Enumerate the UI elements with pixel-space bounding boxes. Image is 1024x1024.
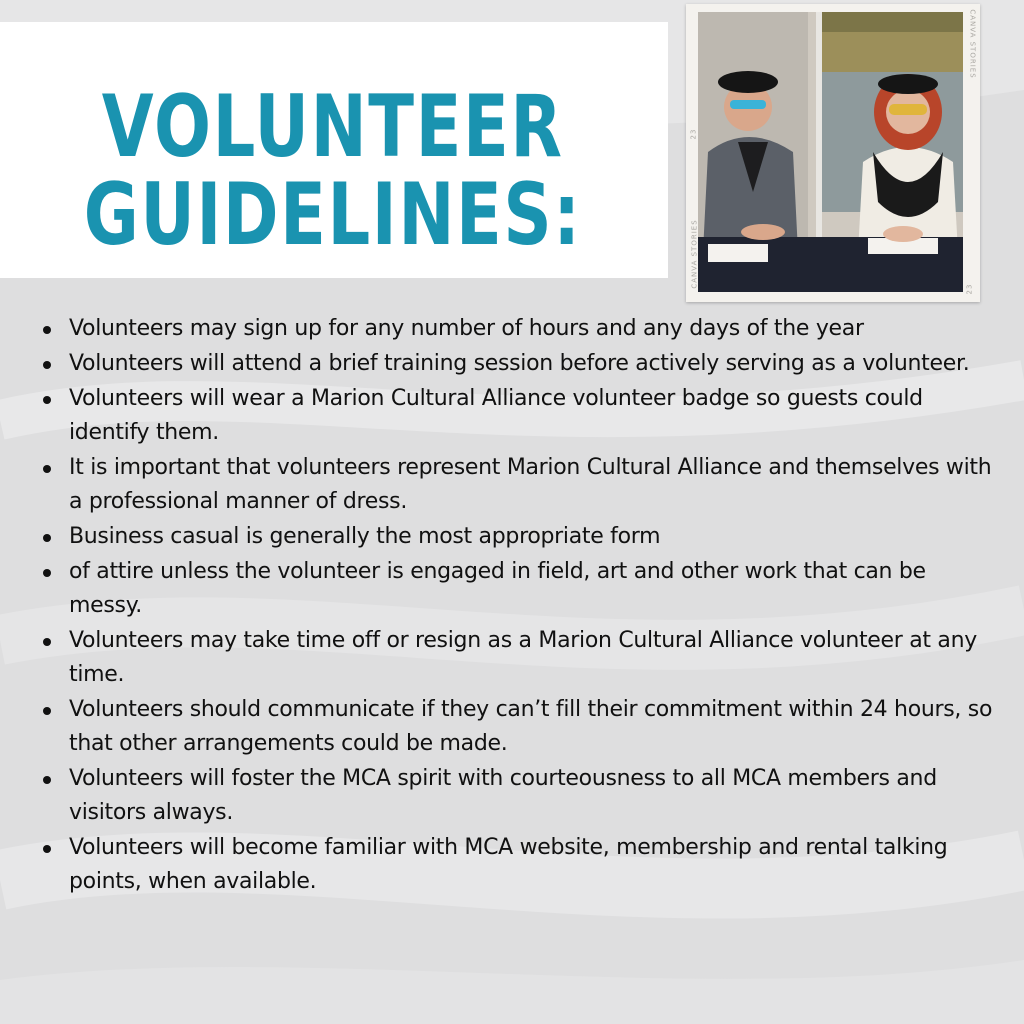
page-title-line-1: VOLUNTEER xyxy=(101,77,564,177)
list-item-text: of attire unless the volunteer is engaged in field, art and other work that can be messy. xyxy=(69,559,926,618)
bullet-icon xyxy=(43,845,51,853)
list-item xyxy=(40,312,1000,346)
bullet-icon xyxy=(43,534,51,542)
list-item-text: Volunteers may sign up for any number of hours and any days of the year xyxy=(69,316,864,341)
list-item xyxy=(40,347,1000,381)
list-item-text: Business casual is generally the most appropriate form xyxy=(69,524,661,549)
bullet-icon xyxy=(43,465,51,473)
bullet-icon xyxy=(43,638,51,646)
list-item-text: Volunteers will foster the MCA spirit with courteousness to all MCA members and visitors always. xyxy=(69,766,937,825)
list-item-text: Volunteers should communicate if they can’t fill their commitment within 24 hours, so that other arrangements could be made. xyxy=(69,697,993,756)
frame-mark-canva-right: CANVA STORIES xyxy=(968,9,977,79)
list-item-text: Volunteers will become familiar with MCA website, membership and rental talking points, when available. xyxy=(69,835,948,894)
guidelines-list xyxy=(40,312,1000,900)
bullet-icon xyxy=(43,326,51,334)
bullet-icon xyxy=(43,569,51,577)
bullet-icon xyxy=(43,361,51,369)
list-item xyxy=(40,520,1000,554)
list-item xyxy=(40,831,1000,899)
list-item-text: Volunteers may take time off or resign as a Marion Cultural Alliance volunteer at any time. xyxy=(69,628,977,687)
list-item xyxy=(40,624,1000,692)
frame-mark-number-right: 23 xyxy=(965,283,974,295)
volunteers-photo xyxy=(698,12,963,292)
list-item-text: Volunteers will attend a brief training session before actively serving as a volunteer. xyxy=(69,351,970,376)
list-item-text: It is important that volunteers represent Marion Cultural Alliance and themselves with a professional manner of dress. xyxy=(69,455,992,514)
list-item xyxy=(40,451,1000,519)
title-panel xyxy=(0,22,668,278)
bullet-icon xyxy=(43,396,51,404)
frame-mark-canva-left: CANVA STORIES xyxy=(690,219,699,289)
frame-mark-number: 23 xyxy=(689,128,698,140)
list-item xyxy=(40,693,1000,761)
list-item xyxy=(40,762,1000,830)
list-item xyxy=(40,382,1000,450)
bullet-icon xyxy=(43,776,51,784)
list-item xyxy=(40,555,1000,623)
bullet-icon xyxy=(43,707,51,715)
list-item-text: Volunteers will wear a Marion Cultural Alliance volunteer badge so guests could identify them. xyxy=(69,386,923,445)
page-title-line-2: GUIDELINES: xyxy=(83,165,582,265)
